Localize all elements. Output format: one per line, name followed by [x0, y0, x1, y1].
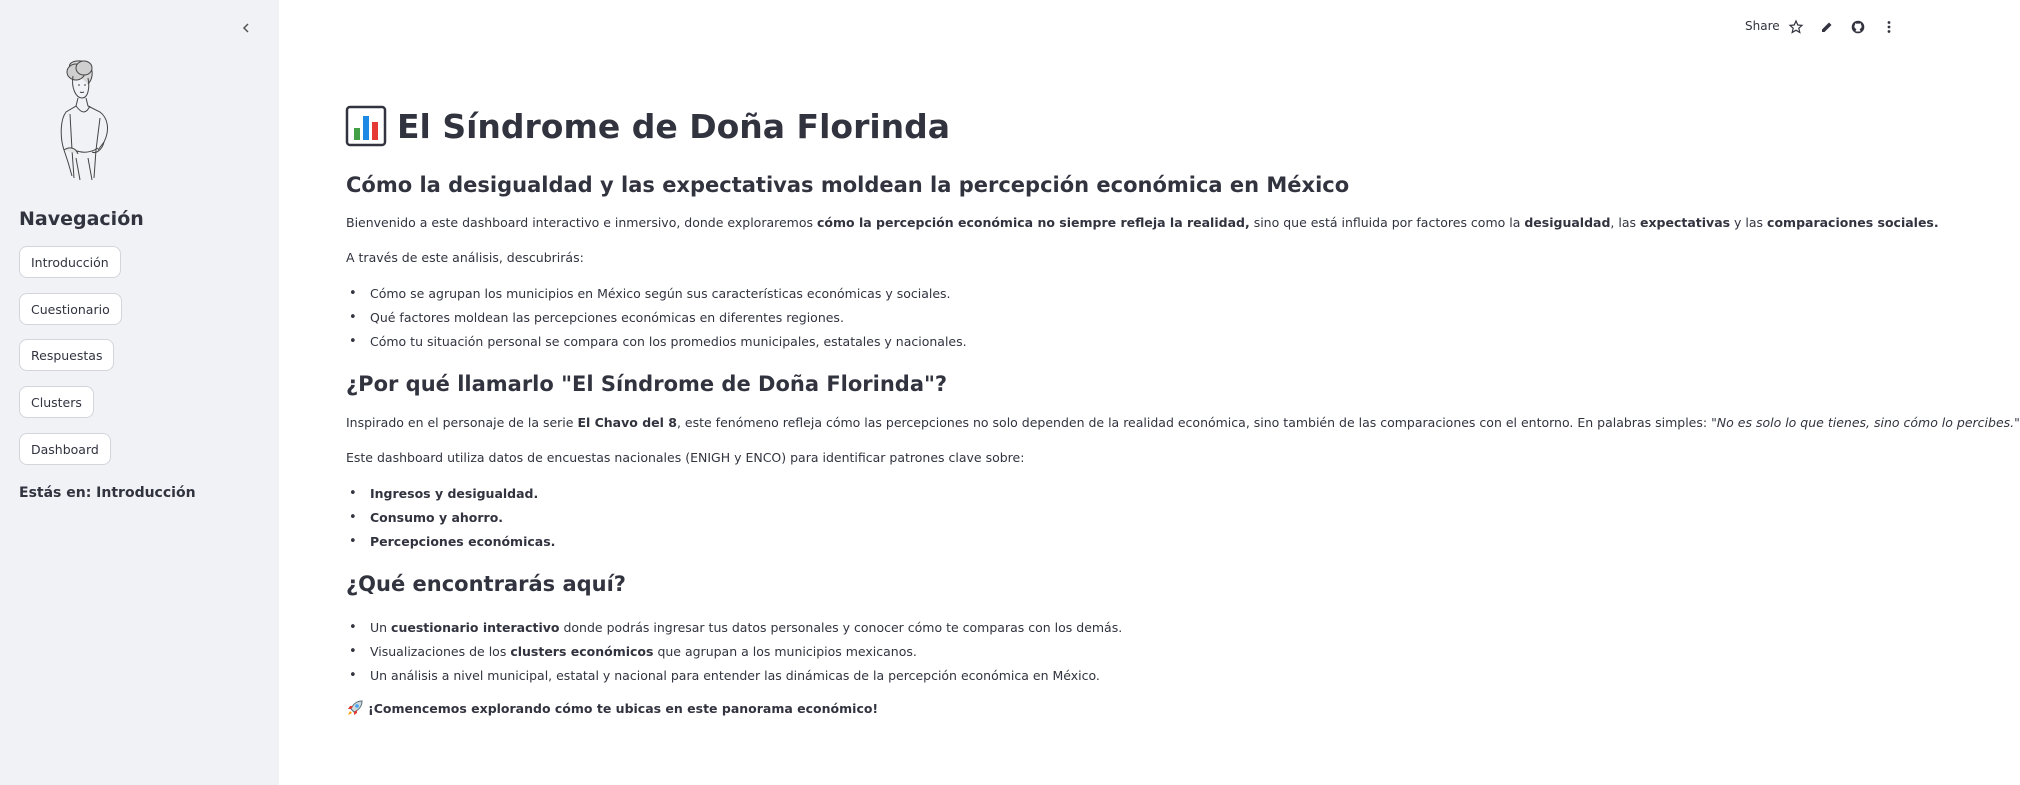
- nav-button-cuestionario[interactable]: Cuestionario: [19, 293, 122, 325]
- collapse-sidebar-button[interactable]: [236, 18, 256, 38]
- list-item: • Cómo se agrupan los municipios en México según sus características económicas y sociales.: [346, 285, 967, 309]
- discover-intro: A través de este análisis, descubrirás:: [346, 250, 584, 265]
- star-icon: [1789, 20, 1803, 34]
- page-title-text: El Síndrome de Doña Florinda: [397, 106, 951, 146]
- sidebar: [0, 0, 279, 785]
- page-title: [346, 106, 950, 146]
- closing-line: ¡Comencemos explorando cómo te ubicas en este panorama económico!: [346, 699, 878, 717]
- bar-chart-icon: [346, 106, 386, 146]
- discover-list: [346, 285, 967, 357]
- edit-icon: [1821, 21, 1833, 33]
- list-item: • Un cuestionario interactivo donde podrás ingresar tus datos personales y conocer cómo te comparas con los demás.: [346, 619, 1122, 643]
- nav-button-dashboard[interactable]: Dashboard: [19, 433, 111, 465]
- patterns-list: [346, 485, 555, 557]
- list-item: • Visualizaciones de los clusters económicos que agrupan a los municipios mexicanos.: [346, 643, 1122, 667]
- subtitle: Cómo la desigualdad y las expectativas moldean la percepción económica en México: [346, 173, 1350, 197]
- why-heading: ¿Por qué llamarlo "El Síndrome de Doña Florinda"?: [346, 372, 948, 396]
- find-list: [346, 619, 1122, 691]
- intro-paragraph: Bienvenido a este dashboard interactivo e inmersivo, donde exploraremos cómo la percepción económica no siempre refleja la realidad, sino que está influida por factores como la desigualdad, las expectativas y las comparaciones sociales.: [346, 215, 1939, 230]
- list-item: • Cómo tu situación personal se compara con los promedios municipales, estatales y nacionales.: [346, 333, 967, 357]
- rocket-icon: [346, 699, 364, 717]
- edit-button[interactable]: [1818, 18, 1836, 36]
- data-paragraph: Este dashboard utiliza datos de encuestas nacionales (ENIGH y ENCO) para identificar patrones clave sobre:: [346, 450, 1025, 465]
- github-button[interactable]: [1849, 18, 1867, 36]
- current-page-status: Estás en: Introducción: [19, 485, 196, 501]
- nav-button-respuestas[interactable]: Respuestas: [19, 339, 114, 371]
- nav-button-introduccion[interactable]: Introducción: [19, 246, 121, 278]
- github-icon: [1851, 20, 1865, 34]
- find-heading: ¿Qué encontrarás aquí?: [346, 572, 626, 596]
- share-button[interactable]: Share: [1745, 19, 1780, 33]
- list-item: • Qué factores moldean las percepciones económicas en diferentes regiones.: [346, 309, 967, 333]
- chevron-left-icon: [240, 22, 252, 34]
- list-item: • Percepciones económicas.: [346, 533, 555, 557]
- more-icon: [1887, 20, 1891, 34]
- list-item: • Ingresos y desigualdad.: [346, 485, 555, 509]
- dona-florinda-illustration: [46, 58, 122, 182]
- more-options-button[interactable]: [1880, 18, 1898, 36]
- star-button[interactable]: [1787, 18, 1805, 36]
- list-item: • Consumo y ahorro.: [346, 509, 555, 533]
- navigation-title: Navegación: [19, 208, 144, 230]
- list-item: • Un análisis a nivel municipal, estatal y nacional para entender las dinámicas de la percepción económica en México.: [346, 667, 1122, 691]
- why-paragraph: Inspirado en el personaje de la serie El Chavo del 8, este fenómeno refleja cómo las percepciones no solo dependen de la realidad económica, sino también de las comparaciones con el entorno. En palabras simples: "No es solo lo que tienes, sino cómo lo percibes.": [346, 415, 2020, 430]
- nav-button-clusters[interactable]: Clusters: [19, 386, 94, 418]
